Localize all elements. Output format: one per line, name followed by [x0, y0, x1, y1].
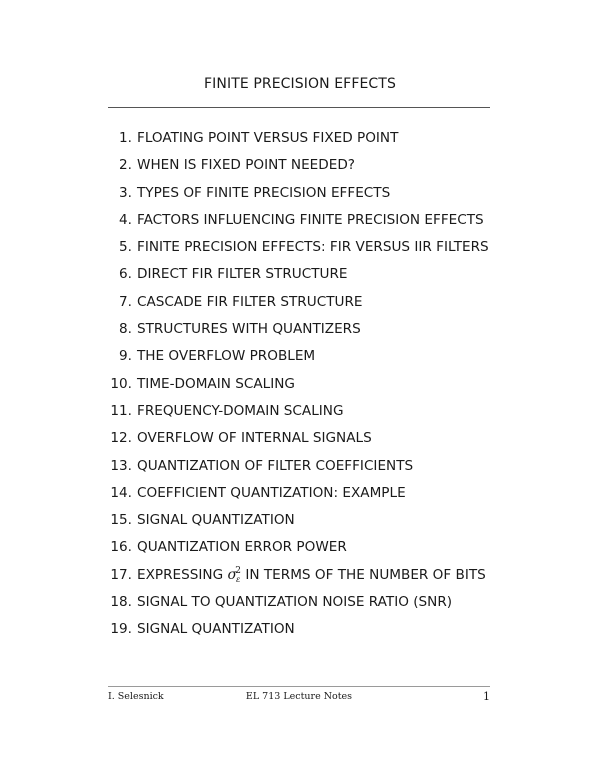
toc-item-number: 1. [119, 130, 132, 146]
toc-item-number: 2. [119, 157, 132, 174]
toc-item-label [137, 565, 486, 587]
toc-item-label: QUANTIZATION ERROR POWER [137, 539, 347, 556]
toc-item-number: 19. [110, 621, 132, 638]
toc-item-number: 6. [119, 266, 132, 283]
toc-item-number: 5. [119, 239, 132, 256]
toc-item[interactable] [108, 592, 508, 619]
toc-item-number: 13. [110, 457, 132, 474]
toc-item-label: CASCADE FIR FILTER STRUCTURE [137, 293, 363, 310]
toc-item[interactable] [108, 374, 508, 401]
toc-item[interactable] [108, 237, 508, 264]
toc-item-label: SIGNAL TO QUANTIZATION NOISE RATIO (SNR) [137, 594, 453, 611]
toc-item[interactable] [108, 537, 508, 564]
toc-item-label: DIRECT FIR FILTER STRUCTURE [137, 266, 348, 283]
sigma-epsilon-squared-symbol [227, 567, 241, 583]
toc-item[interactable] [108, 346, 508, 373]
toc-item-label: THE OVERFLOW PROBLEM [137, 348, 316, 365]
toc-item-label: TYPES OF FINITE PRECISION EFFECTS [137, 184, 391, 201]
toc-item[interactable] [108, 128, 508, 155]
toc-item-number: 11. [110, 402, 132, 419]
toc-item[interactable] [108, 428, 508, 455]
table-of-contents [108, 128, 508, 647]
toc-item-number: 10. [110, 375, 132, 392]
toc-item-number: 14. [110, 484, 132, 501]
toc-item-number: 3. [119, 184, 132, 201]
toc-item-number: 8. [119, 321, 132, 338]
symbol-superscript: 2 [235, 565, 242, 576]
toc-item-label-after: IN TERMS OF THE NUMBER OF BITS [245, 566, 486, 583]
toc-item-label-before: EXPRESSING [137, 566, 224, 583]
toc-item[interactable] [108, 210, 508, 237]
toc-item-label: QUANTIZATION OF FILTER COEFFICIENTS [137, 457, 414, 474]
toc-item-label: STRUCTURES WITH QUANTIZERS [137, 321, 361, 338]
toc-item-number: 16. [110, 539, 132, 556]
title-divider [108, 107, 490, 108]
toc-item[interactable] [108, 183, 508, 210]
toc-item-number: 7. [119, 293, 132, 310]
toc-item-number: 15. [110, 512, 132, 529]
toc-item-number: 12. [110, 430, 132, 447]
toc-item-label: COEFFICIENT QUANTIZATION: EXAMPLE [137, 484, 406, 501]
footer-author: I. Selesnick [108, 691, 164, 702]
toc-item-number: 18. [110, 594, 132, 611]
toc-item[interactable] [108, 619, 508, 646]
footer-page-number: 1 [483, 690, 490, 703]
toc-item[interactable] [108, 155, 508, 182]
toc-item[interactable] [108, 483, 508, 510]
toc-item-label: OVERFLOW OF INTERNAL SIGNALS [137, 430, 372, 447]
toc-item-number: 9. [119, 348, 132, 365]
toc-item-number: 4. [119, 211, 132, 228]
toc-item[interactable] [108, 292, 508, 319]
toc-item-label: FREQUENCY-DOMAIN SCALING [137, 402, 344, 419]
toc-item-label: FACTORS INFLUENCING FINITE PRECISION EFFECTS [137, 211, 484, 228]
toc-item[interactable] [108, 319, 508, 346]
toc-item-label: FINITE PRECISION EFFECTS: FIR VERSUS IIR FILTERS [137, 239, 489, 256]
symbol-subscript: ε [236, 574, 241, 584]
toc-item-label: SIGNAL QUANTIZATION [137, 621, 295, 638]
toc-item[interactable] [108, 565, 508, 592]
symbol-base: σ [227, 566, 237, 583]
toc-item-number: 17. [110, 566, 132, 583]
footer-divider [108, 686, 490, 687]
toc-item[interactable] [108, 510, 508, 537]
toc-item[interactable] [108, 264, 508, 291]
toc-item-label: FLOATING POINT VERSUS FIXED POINT [137, 130, 399, 146]
page-title: FINITE PRECISION EFFECTS [204, 76, 396, 92]
toc-item[interactable] [108, 401, 508, 428]
toc-item[interactable] [108, 456, 508, 483]
toc-item-label: TIME-DOMAIN SCALING [137, 375, 295, 392]
toc-item-label: WHEN IS FIXED POINT NEEDED? [137, 157, 356, 174]
toc-item-label: SIGNAL QUANTIZATION [137, 512, 295, 529]
footer-course: EL 713 Lecture Notes [245, 691, 353, 702]
page-footer [108, 691, 490, 705]
